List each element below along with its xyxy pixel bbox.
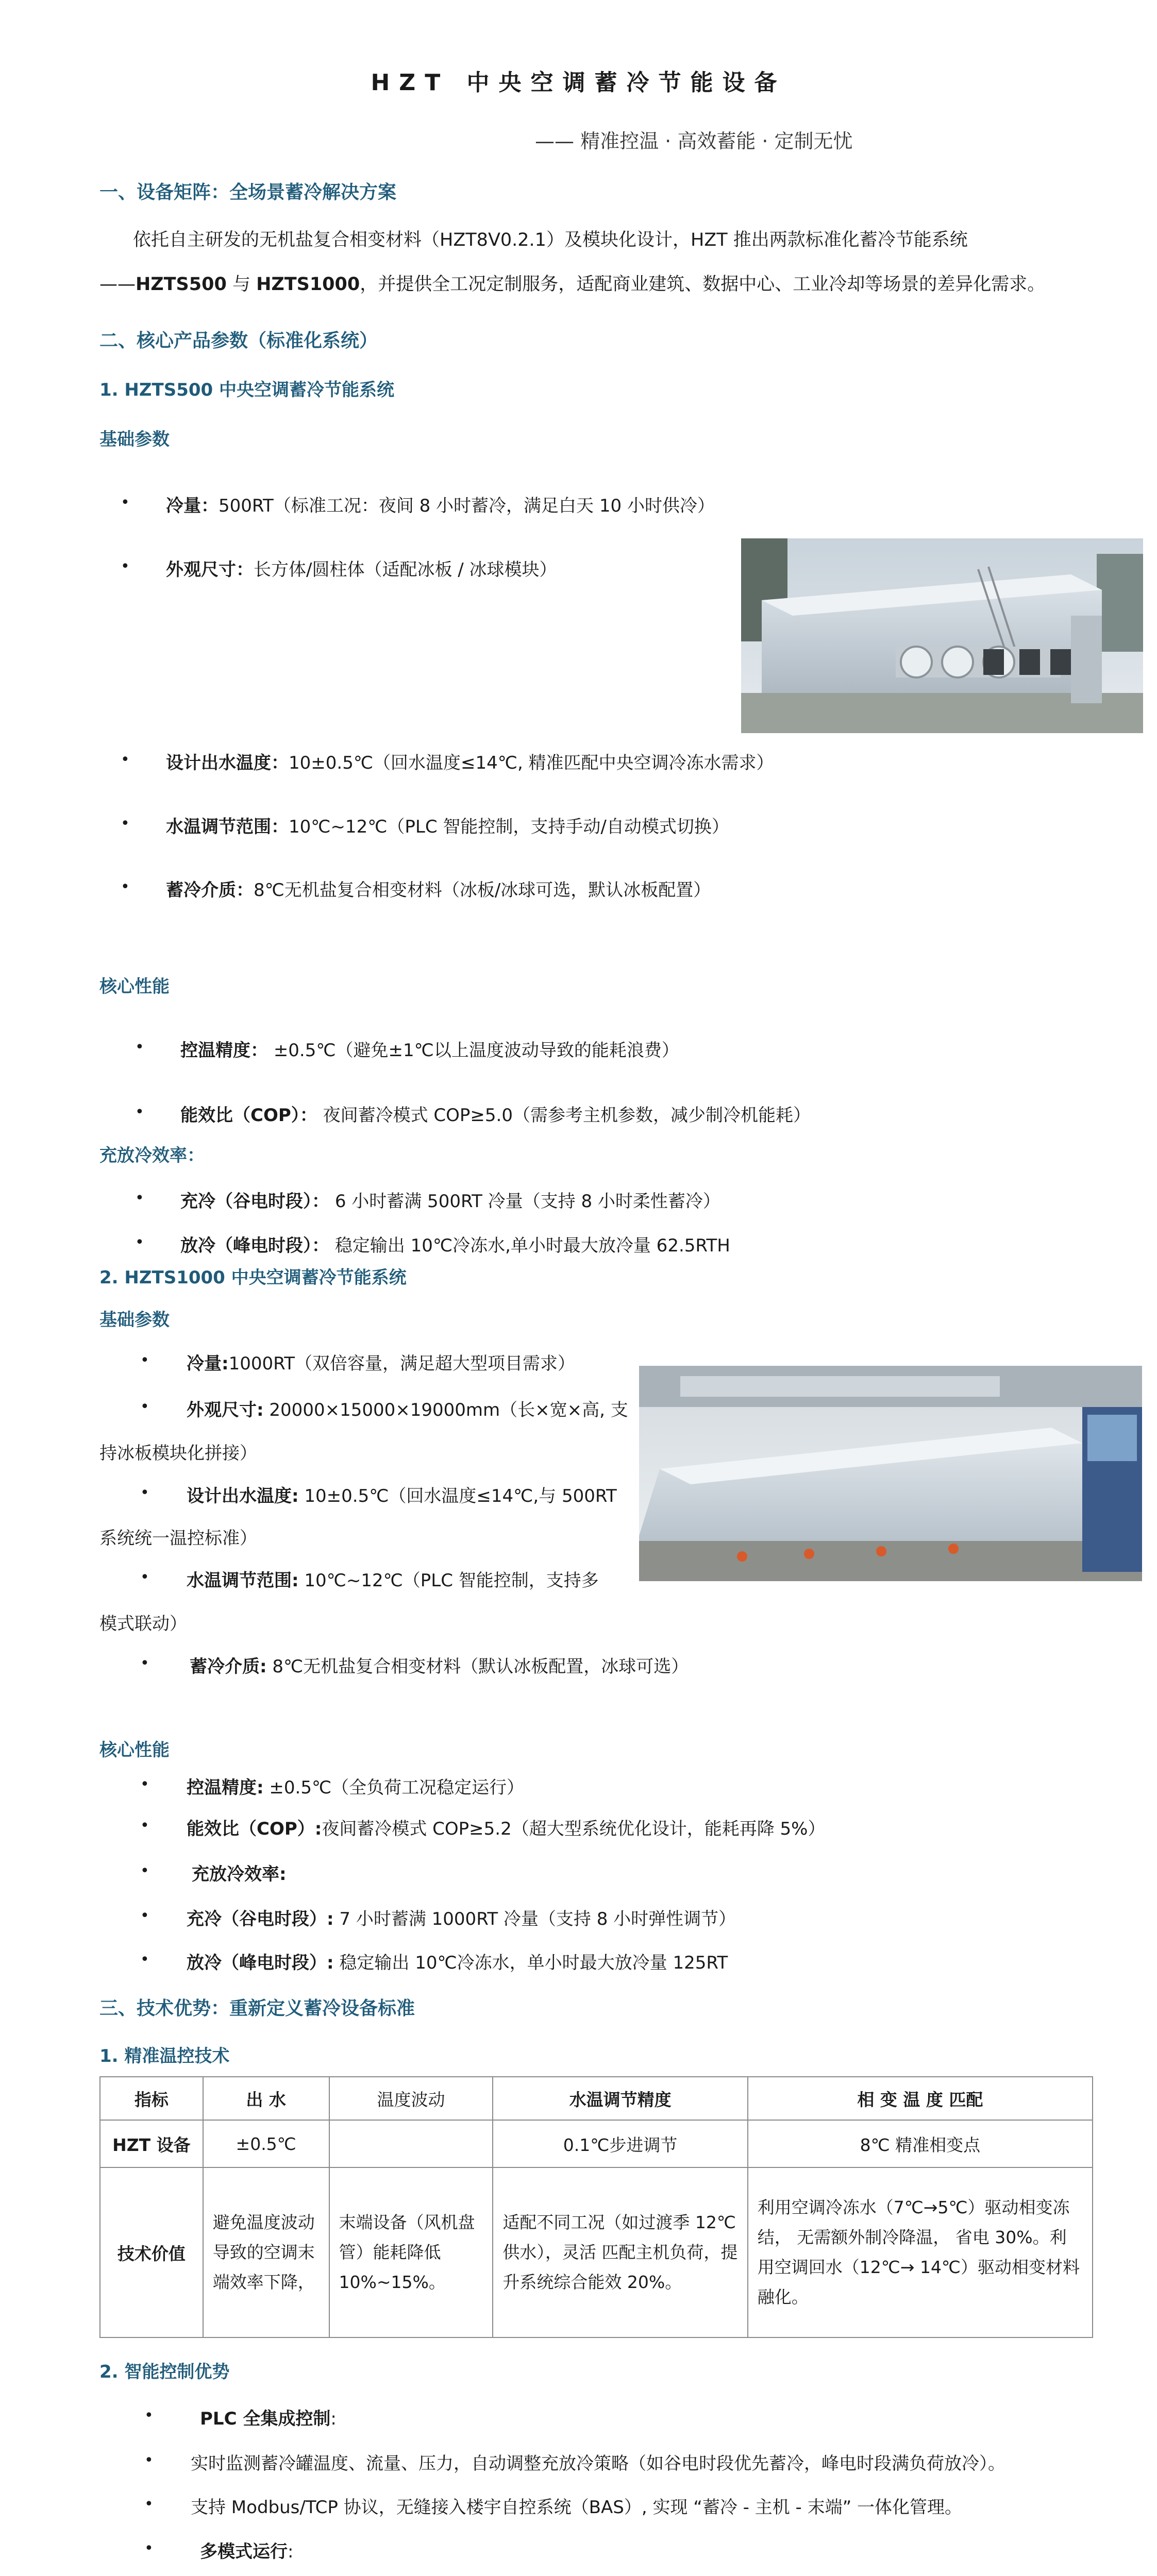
table-cell [329,2120,493,2167]
p1-outlet-temp: 设计出水温度：10±0.5℃（回水温度≤14℃, 精准匹配中央空调冷冻水需求） [166,753,774,773]
bullet: • [121,815,130,833]
bullet: • [135,1233,144,1251]
bullet: • [140,1654,149,1672]
product1-title: 1. HZTS500 中央空调蓄冷节能系统 [99,380,395,400]
bullet: • [140,1951,149,1969]
bullet: • [135,1038,144,1056]
bullet: • [140,1775,149,1793]
plc-item2: 支持 Modbus/TCP 协议，无缝接入楼宇自控系统（BAS）, 实现 “蓄冷 - 主机 - 末端” 一体化管理。 [191,2497,963,2518]
p2-cooling: 冷量:1000RT（双倍容量，满足超大型项目需求） [187,1353,576,1374]
table-header: 相 变 温 度 匹配 [748,2077,1093,2120]
product2-core-label: 核心性能 [99,1740,170,1760]
bullet: • [144,2539,154,2557]
table-header: 温度波动 [329,2077,493,2120]
bullet: • [140,1484,149,1502]
table-header: 出 水 [203,2077,329,2120]
section3-heading: 三、技术优势：重新定义蓄冷设备标准 [99,1998,415,2019]
bullet: • [140,1568,149,1586]
p2-range: 水温调节范围: 10℃~12℃（PLC 智能控制，支持多 [187,1570,599,1591]
section3-sub1: 1. 精准温控技术 [99,2046,230,2066]
p2-charge-label: 充放冷效率: [192,1864,287,1885]
table-header: 指标 [100,2077,203,2120]
bullet: • [140,1907,149,1925]
model-hzts1000: HZTS1000 [256,274,360,295]
bullet: • [140,1862,149,1880]
p2-precision: 控温精度: ±0.5℃（全负荷工况稳定运行） [187,1777,525,1798]
p1-cop: 能效比（COP）： 夜间蓄冷模式 COP≥5.0（需参考主机参数，减少制冷机能耗） [180,1105,811,1126]
section1-para-line1: 依托自主研发的无机盐复合相变材料（HZT8V0.2.1）及模块化设计，HZT 推出两款标准化蓄冷节能系统 [133,230,968,250]
p1-medium: 蓄冷介质：8℃无机盐复合相变材料（冰板/冰球可选，默认冰板配置） [166,880,711,901]
bullet: • [144,2495,154,2513]
p2-medium: 蓄冷介质: 8℃无机盐复合相变材料（默认冰板配置，冰球可选） [190,1656,689,1677]
bullet: • [121,557,130,575]
table-cell: 技术价值 [100,2167,203,2337]
p1-size: 外观尺寸：长方体/圆柱体（适配冰板 / 冰球模块） [166,560,557,580]
bullet: • [135,1103,144,1121]
p2-size-cont: 持冰板模块化拼接） [99,1443,257,1464]
hzts500-equipment-photo [741,538,1143,733]
bullet: • [121,878,130,896]
model-hzts500: HZTS500 [136,274,227,295]
plc-label: PLC 全集成控制: [200,2409,337,2429]
p2-discharge: 放冷（峰电时段）: 稳定输出 10℃冷冻水，单小时最大放冷量 125RT [187,1953,728,1973]
table-cell: 利用空调冷冻水（7℃→5℃）驱动相变冻结， 无需额外制冷降温， 省电 30%。利用空调回水（12℃→ 14℃）驱动相变材料融化。 [748,2167,1093,2337]
table-cell: ±0.5℃ [203,2120,329,2167]
bullet: • [140,1351,149,1369]
section1-heading: 一、设备矩阵：全场景蓄冷解决方案 [99,182,397,203]
p2-outlet-cont: 系统统一温控标准） [99,1528,257,1549]
section1-para-line2: ——HZTS500 与 HZTS1000，并提供全工况定制服务，适配商业建筑、数据中心、工业冷却等场景的差异化需求。 [99,274,1046,295]
p2-charge: 充冷（谷电时段）: 7 小时蓄满 1000RT 冷量（支持 8 小时弹性调节） [187,1909,736,1929]
multi-mode-label: 多模式运行: [200,2541,294,2562]
temperature-control-table [99,2076,1093,2338]
p1-charge: 充冷（谷电时段）： 6 小时蓄满 500RT 冷量（支持 8 小时柔性蓄冷） [180,1191,720,1212]
table-cell: 避免温度波动导致的空调末端效率下降， [203,2167,329,2337]
table-cell: 末端设备（风机盘管）能耗降低 10%~15%。 [329,2167,493,2337]
p1-discharge: 放冷（峰电时段）： 稳定输出 10℃冷冻水,单小时最大放冷量 62.5RTH [180,1235,730,1256]
p2-outlet-temp: 设计出水温度: 10±0.5℃（回水温度≤14℃,与 500RT [187,1486,617,1506]
section3-sub2: 2. 智能控制优势 [99,2362,230,2382]
table-header-row [100,2077,1093,2120]
p2-cop: 能效比（COP）:夜间蓄冷模式 COP≥5.2（超大型系统优化设计，能耗再降 5%） [187,1819,826,1839]
product1-basic-label: 基础参数 [99,429,170,450]
p2-size: 外观尺寸: 20000×15000×19000mm（长×宽×高, 支 [187,1400,628,1420]
hzts1000-equipment-photo [639,1366,1142,1581]
table-row [100,2167,1093,2337]
product2-title: 2. HZTS1000 中央空调蓄冷节能系统 [99,1267,407,1288]
bullet: • [140,1398,149,1416]
p1-cooling: 冷量：500RT（标准工况：夜间 8 小时蓄冷，满足白天 10 小时供冷） [166,496,715,516]
product2-basic-label: 基础参数 [99,1310,170,1330]
bullet: • [144,2406,154,2425]
table-row [100,2120,1093,2167]
plc-item1: 实时监测蓄冷罐温度、流量、压力，自动调整充放冷策略（如谷电时段优先蓄冷，峰电时段满负荷放冷）。 [191,2453,1005,2474]
p1-charge-label: 充放冷效率： [99,1145,205,1166]
table-cell: 8℃ 精准相变点 [748,2120,1093,2167]
bullet: • [135,1189,144,1207]
table-cell: HZT 设备 [100,2120,203,2167]
bullet: • [144,2451,154,2469]
p2-range-cont: 模式联动） [99,1614,187,1634]
p1-range: 水温调节范围：10℃~12℃（PLC 智能控制，支持手动/自动模式切换） [166,817,729,837]
table-cell: 0.1℃步进调节 [493,2120,747,2167]
document-subtitle: —— 精准控温 · 高效蓄能 · 定制无忧 [535,130,853,152]
bullet: • [121,494,130,512]
p1-precision: 控温精度： ±0.5℃（避免±1℃以上温度波动导致的能耗浪费） [180,1040,679,1061]
document-title: HZT 中央空调蓄冷节能设备 [371,70,786,96]
product1-core-label: 核心性能 [99,976,170,997]
bullet: • [121,751,130,769]
bullet: • [140,1817,149,1835]
section2-heading: 二、核心产品参数（标准化系统） [99,330,378,351]
table-header: 水温调节精度 [493,2077,747,2120]
table-cell: 适配不同工况（如过渡季 12℃供水），灵活 匹配主机负荷，提升系统综合能效 20%。 [493,2167,747,2337]
